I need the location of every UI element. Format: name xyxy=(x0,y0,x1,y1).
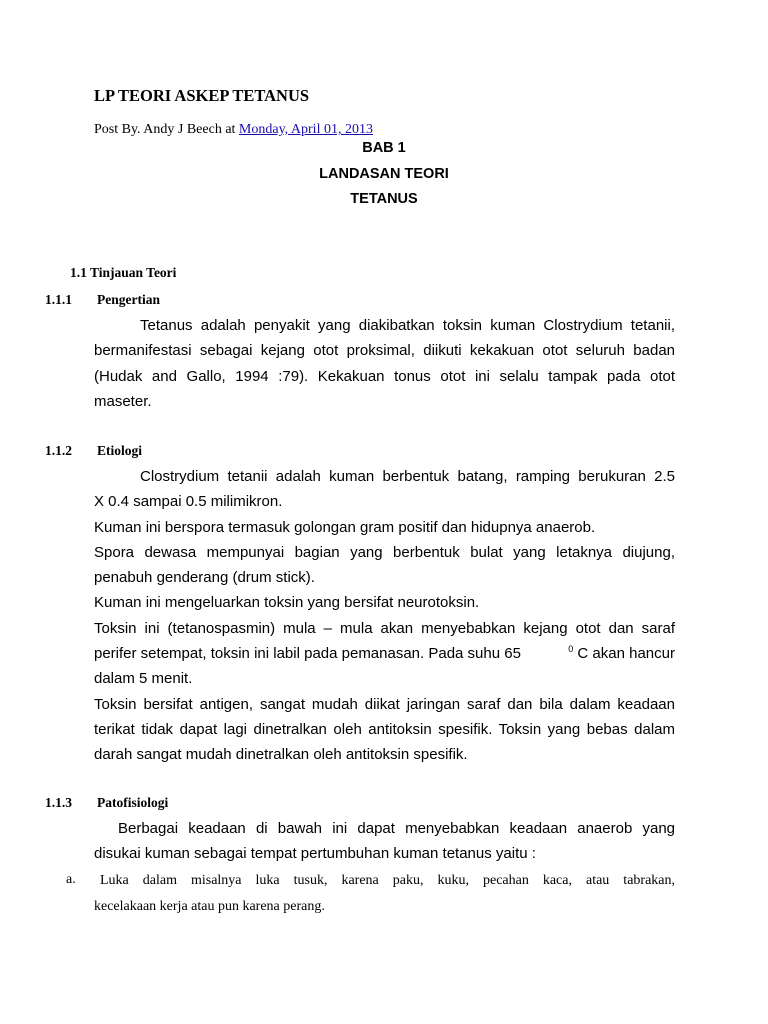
post-byline xyxy=(94,122,373,138)
paragraph-line: Kuman ini berspora termasuk golongan gram positif dan hidupnya anaerob. xyxy=(94,518,596,536)
section-heading-1-1-1 xyxy=(45,292,160,308)
paragraph-patofisiologi xyxy=(94,816,675,867)
section-title: Tinjauan Teori xyxy=(90,265,177,280)
list-item-line: Luka dalam misalnya luka tusuk, karena paku, kuku, pecahan kaca, atau tabrakan, xyxy=(100,873,675,888)
post-date-link[interactable]: Monday, April 01, 2013 xyxy=(238,122,373,137)
chapter-number: BAB 1 xyxy=(362,140,406,156)
paragraph-line: maseter. xyxy=(94,392,152,410)
paragraph-line: Tetanus adalah penyakit yang diakibatkan toksin kuman Clostrydium tetanii, xyxy=(140,317,675,334)
line-segment: C akan hancur xyxy=(573,645,675,663)
list-marker: a. xyxy=(66,872,76,887)
section-title: Etiologi xyxy=(97,443,143,458)
section-heading-1-1-2 xyxy=(45,443,142,459)
chapter-title: LANDASAN TEORI xyxy=(319,166,449,182)
list-item-line: kecelakaan kerja atau pun karena perang. xyxy=(94,899,325,914)
paragraph-line: Berbagai keadaan di bawah ini dapat menyebabkan keadaan anaerob yang xyxy=(118,820,675,837)
line-segment: perifer setempat, toksin ini labil pada pemanasan. Pada suhu 65 xyxy=(94,645,521,663)
paragraph-pengertian xyxy=(94,313,675,414)
paragraph-line: X 0.4 sampai 0.5 milimikron. xyxy=(94,493,283,511)
line-segment xyxy=(568,641,675,666)
section-number: 1.1.1 xyxy=(45,292,72,307)
paragraph-line: (Hudak and Gallo, 1994 :79). Kekakuan tonus otot ini selalu tampak pada otot xyxy=(94,367,675,385)
paragraph-line: Kuman ini mengeluarkan toksin yang bersifat neurotoksin. xyxy=(94,594,480,612)
paragraph-line: penabuh genderang (drum stick). xyxy=(94,569,315,587)
section-title: Pengertian xyxy=(97,292,160,307)
section-heading-1-1-3 xyxy=(45,795,168,811)
section-number: 1.1.3 xyxy=(45,795,72,810)
paragraph-line: Toksin bersifat antigen, sangat mudah diikat jaringan saraf dan bila dalam keadaan xyxy=(94,695,675,713)
section-number: 1.1.2 xyxy=(45,443,72,458)
superscript-degree: 0 xyxy=(568,644,574,655)
list-item xyxy=(94,868,675,920)
paragraph-line: bermanifestasi sebagai kejang otot proksimal, diikuti kekakuan otot seluruh badan xyxy=(94,342,675,360)
paragraph-line: Toksin ini (tetanospasmin) mula – mula akan menyebabkan kejang otot dan saraf xyxy=(94,619,675,637)
paragraph-line: dalam 5 menit. xyxy=(94,670,193,688)
paragraph-line xyxy=(94,641,675,666)
section-title: Patofisiologi xyxy=(97,795,169,810)
paragraph-line: Clostrydium tetanii adalah kuman berbentuk batang, ramping berukuran 2.5 xyxy=(140,468,675,485)
paragraph-etiologi xyxy=(94,464,675,768)
document-title: LP TEORI ASKEP TETANUS xyxy=(94,86,310,105)
paragraph-line: darah sangat mudah dinetralkan oleh antitoksin spesifik. xyxy=(94,746,468,764)
section-heading-1-1 xyxy=(70,265,176,281)
chapter-topic: TETANUS xyxy=(350,191,418,207)
post-author: Post By. Andy J Beech at xyxy=(94,122,239,137)
paragraph-line: terikat tidak dapat lagi dinetralkan oleh antitoksin spesifik. Toksin yang bebas dalam xyxy=(94,720,675,738)
section-number: 1.1 xyxy=(70,265,87,280)
paragraph-line: Spora dewasa mempunyai bagian yang berbentuk bulat yang letaknya diujung, xyxy=(94,543,675,561)
paragraph-line: disukai kuman sebagai tempat pertumbuhan kuman tetanus yaitu : xyxy=(94,845,536,863)
